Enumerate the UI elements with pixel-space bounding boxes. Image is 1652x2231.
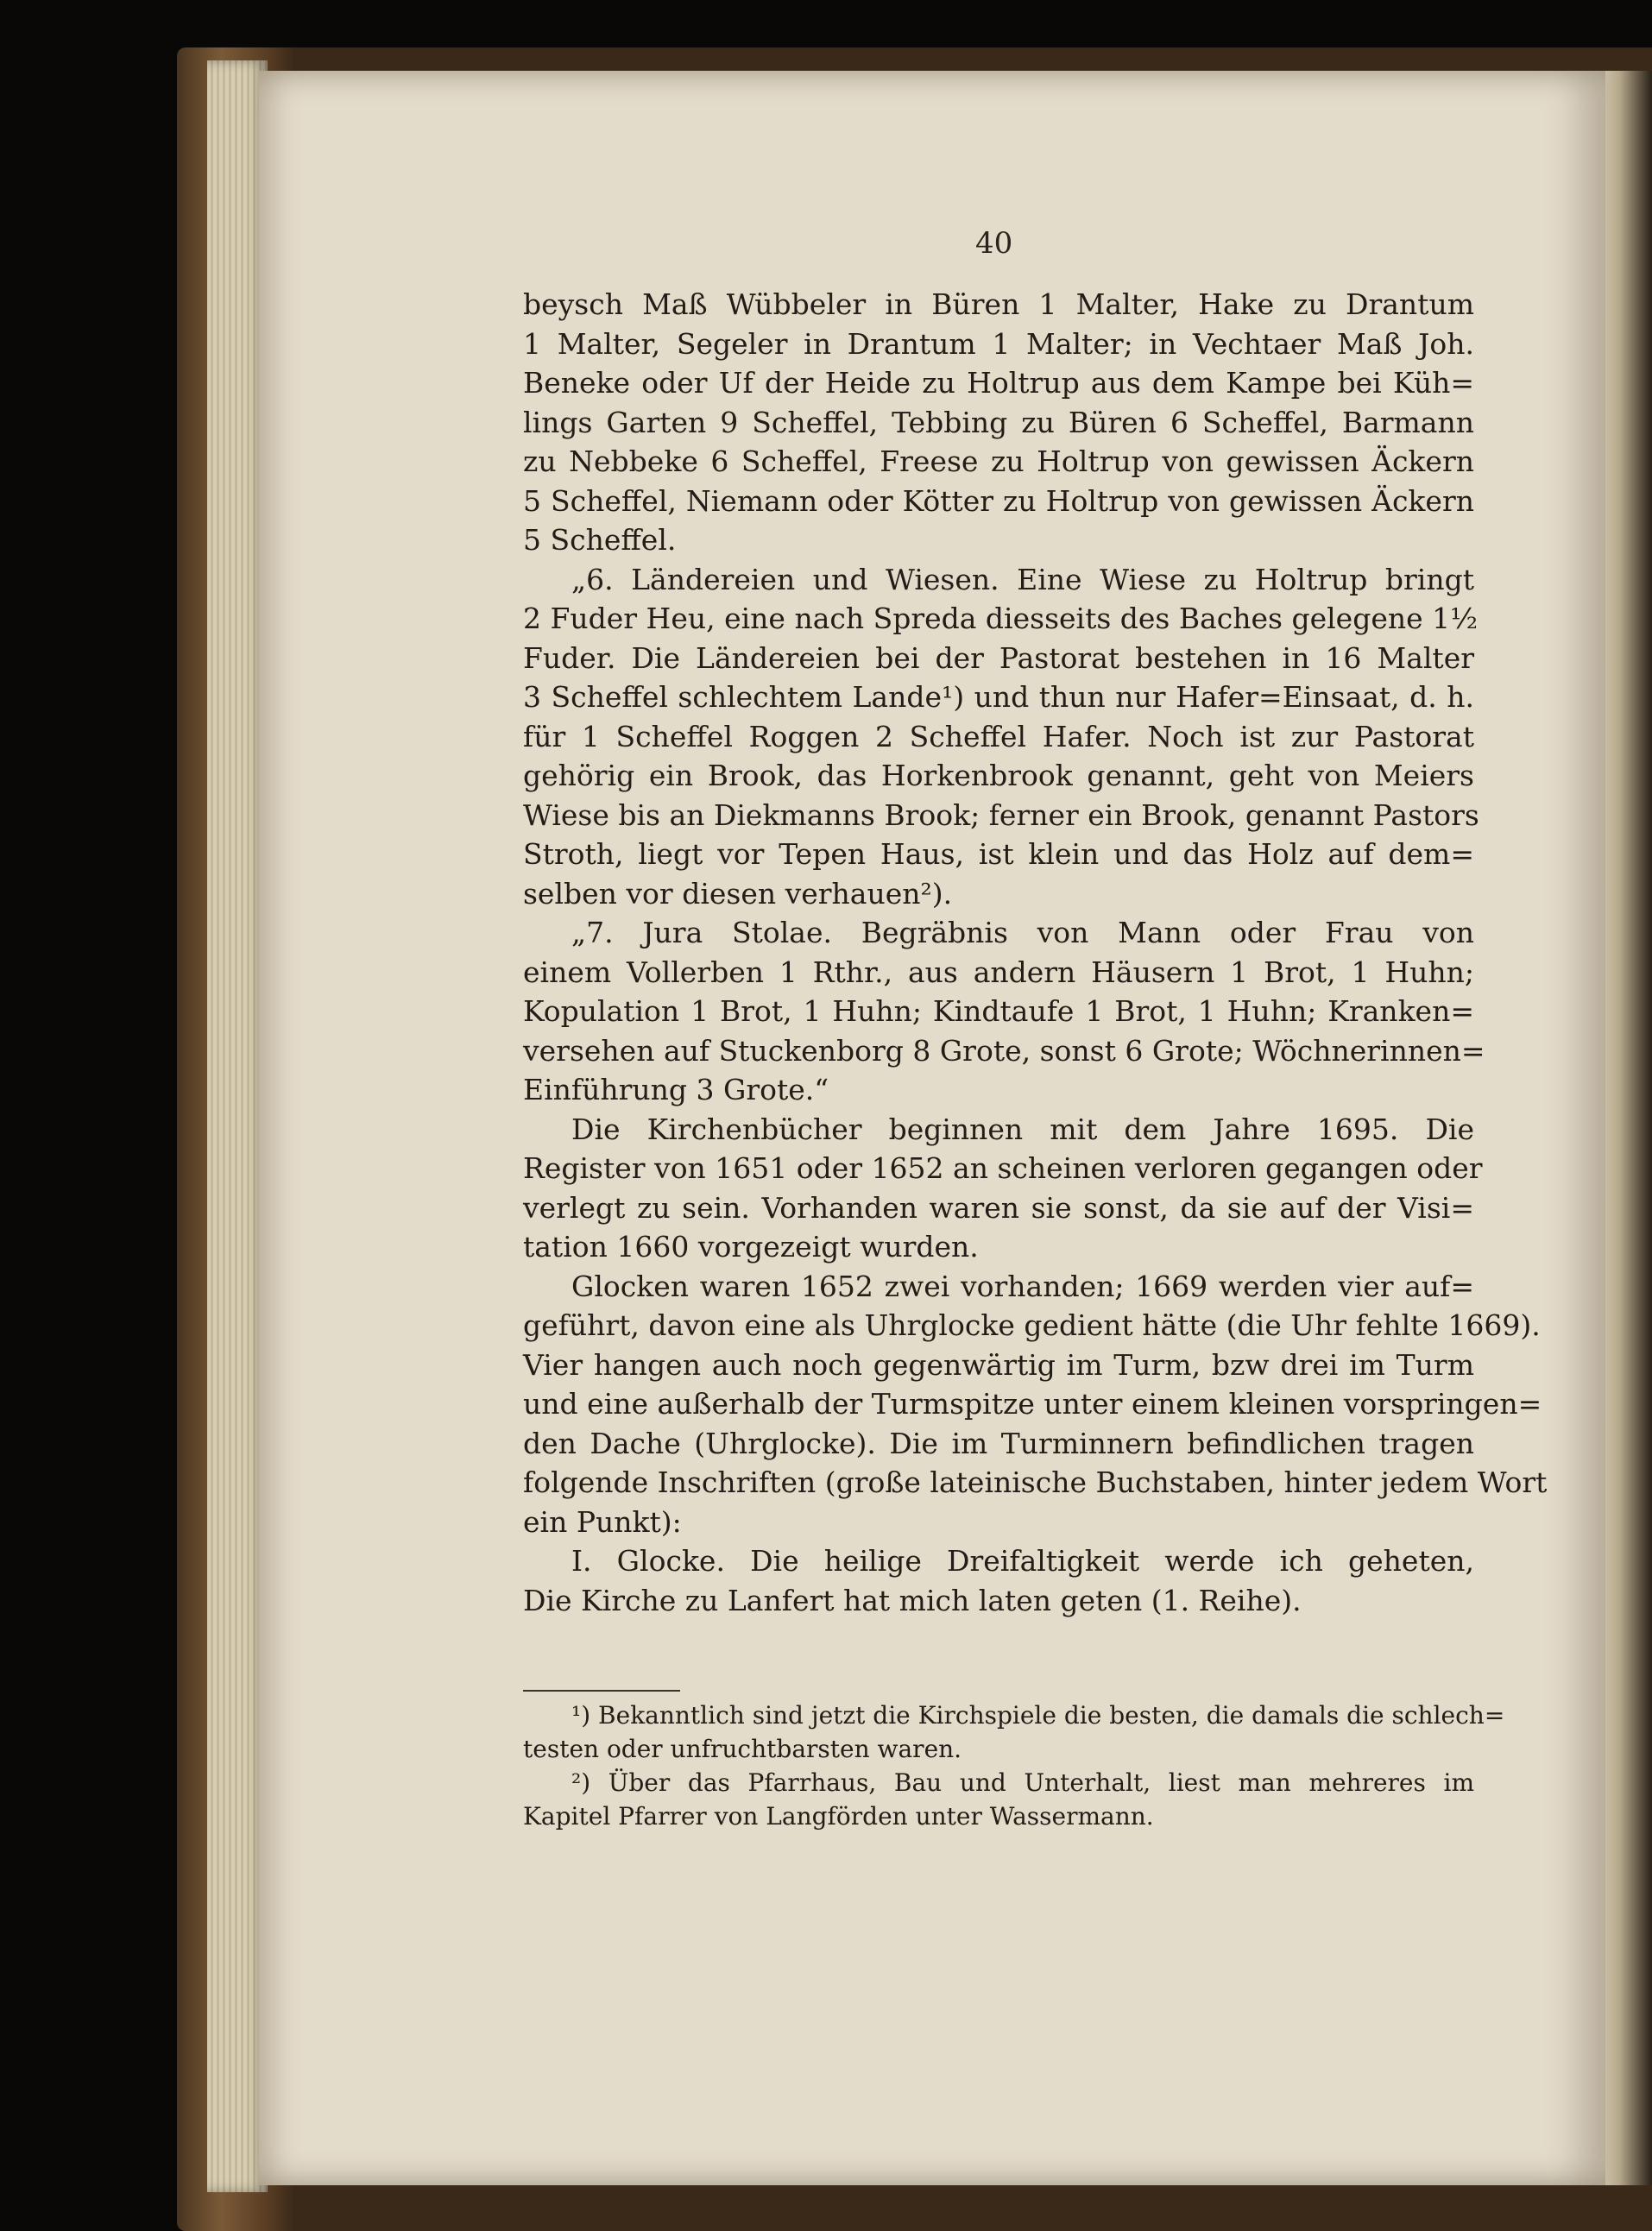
text-line: beysch Maß Wübbeler in Büren 1 Malter, Hake zu Drantum [523,287,1474,321]
text-line: den Dache (Uhrglocke). Die im Turminnern befindlichen tragen [523,1426,1474,1460]
page-number: 40 [975,226,1013,261]
text-line: verlegt zu sein. Vorhanden waren sie sonst, da sie auf der Visi= [523,1190,1474,1225]
body-text [523,285,1548,1620]
text-line: folgende Inschriften (große lateinische Buchstaben, hinter jedem Wort [523,1465,1548,1499]
footnote-line: ¹) Bekanntlich sind jetzt die Kirchspiele die besten, die damals die schlech= [571,1701,1505,1730]
text-line: Kopulation 1 Brot, 1 Huhn; Kindtaufe 1 Brot, 1 Huhn; Kranken= [523,994,1474,1028]
text-line: Glocken waren 1652 zwei vorhanden; 1669 werden vier auf= [571,1269,1474,1303]
text-line: gehörig ein Brook, das Horkenbrook genannt, geht von Meiers [523,759,1474,792]
text-line: Die Kirche zu Lanfert hat mich laten geten (1. Reihe). [523,1583,1302,1617]
footnote-line: testen oder unfruchtbarsten waren. [523,1735,962,1763]
text-line: für 1 Scheffel Roggen 2 Scheffel Hafer. Noch ist zur Pastorat [523,719,1474,753]
text-line: I. Glocke. Die heilige Dreifaltigkeit werde ich geheten, [571,1544,1474,1578]
text-line: 5 Scheffel, Niemann oder Kötter zu Holtrup von gewissen Äckern [523,483,1474,518]
text-line: „7. Jura Stolae. Begräbnis von Mann oder Frau von [571,916,1474,949]
text-line: versehen auf Stuckenborg 8 Grote, sonst 6 Grote; Wöchnerinnen= [523,1033,1485,1068]
footnote-rule [523,1690,680,1692]
text-line: „6. Ländereien und Wiesen. Eine Wiese zu Holtrup bringt [571,562,1474,596]
text-line: selben vor diesen verhauen²). [523,876,953,911]
text-line: Einführung 3 Grote.“ [523,1073,829,1106]
footnote-line: ²) Über das Pfarrhaus, Bau und Unterhalt, liest man mehreres im [571,1768,1474,1797]
text-line: geführt, davon eine als Uhrglocke gedient hätte (die Uhr fehlte 1669). [523,1308,1541,1342]
footnotes [523,1698,1505,1833]
text-line: Wiese bis an Diekmanns Brook; ferner ein Brook, genannt Pastors [523,797,1479,832]
footnote-line: Kapitel Pfarrer von Langförden unter Wassermann. [523,1802,1154,1831]
text-line: ein Punkt): [523,1504,682,1539]
text-line: und eine außerhalb der Turmspitze unter einem kleinen vorspringen= [523,1387,1542,1421]
text-line: Fuder. Die Ländereien bei der Pastorat bestehen in 16 Malter [523,640,1474,675]
text-line: tation 1660 vorgezeigt wurden. [523,1230,979,1264]
text-line: 1 Malter, Segeler in Drantum 1 Malter; in Vechtaer Maß Joh. [523,326,1474,361]
text-line: 5 Scheffel. [523,523,677,557]
text-line: 3 Scheffel schlechtem Lande¹) und thun nur Hafer=Einsaat, d. h. [523,680,1474,714]
text-line: zu Nebbeke 6 Scheffel, Freese zu Holtrup von gewissen Äckern [523,444,1474,478]
text-line: lings Garten 9 Scheffel, Tebbing zu Büren 6 Scheffel, Barmann [523,405,1474,439]
text-line: einem Vollerben 1 Rthr., aus andern Häusern 1 Brot, 1 Huhn; [523,955,1474,989]
text-line: Vier hangen auch noch gegenwärtig im Turm, bzw drei im Turm [523,1347,1474,1382]
text-line: 2 Fuder Heu, eine nach Spreda diesseits des Baches gelegene 1½ [523,602,1479,635]
book-gutter [1605,71,1652,2185]
text-line: Beneke oder Uf der Heide zu Holtrup aus dem Kampe bei Küh= [523,366,1474,400]
text-line: Stroth, liegt vor Tepen Haus, ist klein und das Holz auf dem= [523,837,1474,871]
text-line: Register von 1651 oder 1652 an scheinen verloren gegangen oder [523,1151,1483,1185]
text-line: Die Kirchenbücher beginnen mit dem Jahre 1695. Die [571,1112,1474,1146]
